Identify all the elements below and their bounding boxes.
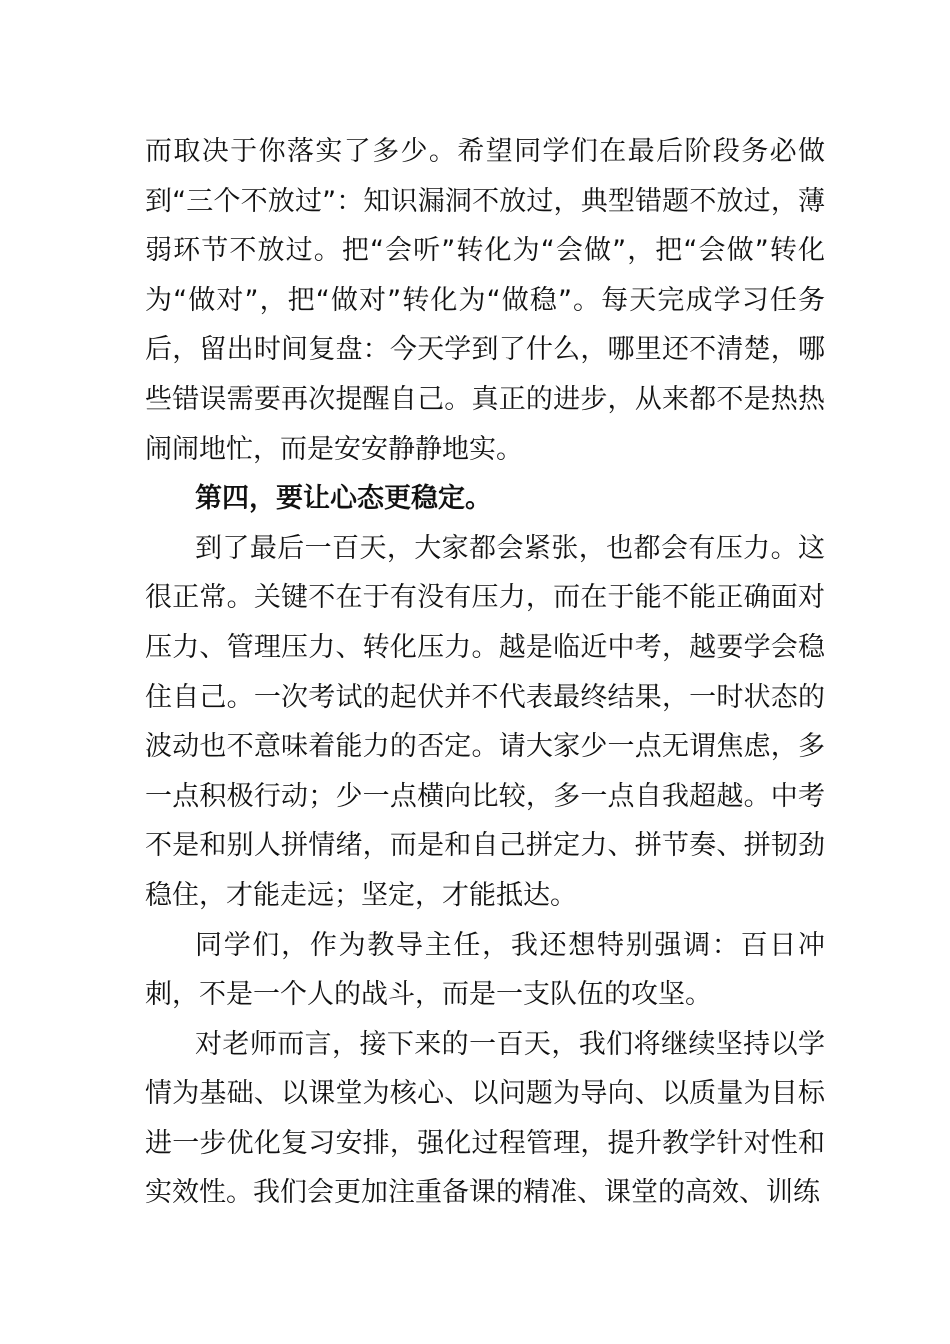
section-heading: 第四，要让心态更稳定。 <box>195 483 492 515</box>
paragraph-continuation: 而取决于你落实了多少。希望同学们在最后阶段务必做到“三个不放过”：知识漏洞不放过，典型错题不放过，薄弱环节不放过。把“会听”转化为“会做”，把“会做”转化为“做对”，把“做对”转化为“做稳”。每天完成学习任务后，留出时间复盘：今天学到了什么，哪里还不清楚，哪些错误需要再次提醒自己。真正的进步，从来都不是热热闹闹地忙，而是安安静静地实。 <box>145 136 825 465</box>
document-body <box>145 127 825 1218</box>
paragraph-teachers: 对老师而言，接下来的一百天，我们将继续坚持以学情为基础、以课堂为核心、以问题为导向、以质量为目标进一步优化复习安排，强化过程管理，提升教学针对性和实效性。我们会更加注重备课的精准、课堂的高效、训练 <box>145 1028 825 1209</box>
paragraph-mindset: 到了最后一百天，大家都会紧张，也都会有压力。这很正常。关键不在于有没有压力，而在于能不能正确面对压力、管理压力、转化压力。越是临近中考，越要学会稳住自己。一次考试的起伏并不代表最终结果，一时状态的波动也不意味着能力的否定。请大家少一点无谓焦虑，多一点积极行动；少一点横向比较，多一点自我超越。中考不是和别人拼情绪，而是和自己拼定力、拼节奏、拼韧劲稳住，才能走远；坚定，才能抵达。 <box>145 532 825 911</box>
paragraph-teamwork: 同学们，作为教导主任，我还想特别强调：百日冲刺，不是一个人的战斗，而是一支队伍的攻坚。 <box>145 929 825 1011</box>
